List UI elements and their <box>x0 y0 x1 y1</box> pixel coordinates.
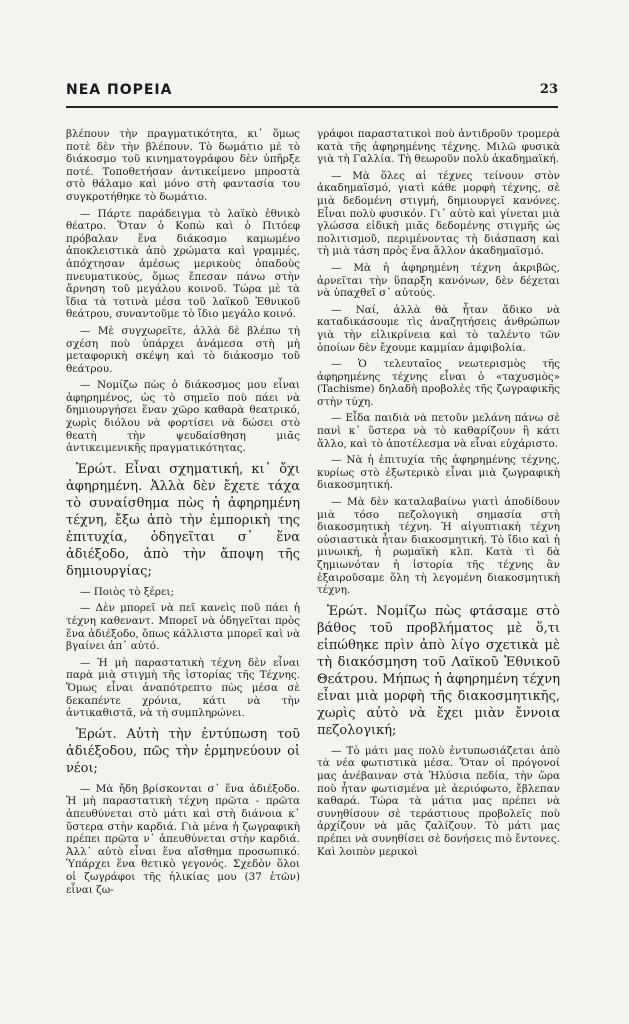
body-paragraph: — Μὰ ὅλες αἱ τέχνες τείνουν στὸν ἀκαδημαϊσμό, γιατὶ κάθε μορφὴ τέχνης, σὲ μιὰ δεδομένη στιγμή, δημιουργεῖ κανόνες. Εἶναι πολὺ φυσικόν. Γι᾽ αὐτὸ καὶ γίνεται μιὰ γλώσσα εἰδικὴ μιᾶς δεδομένης στιγμῆς ὡς πολιτισμοῦ, περιμένοντας τὴ διάσπαση καὶ τὴ μιὰ τάση πρὸς ἕνα ἄλλον ἀκαδημαϊσμό. <box>317 169 560 258</box>
body-paragraph: — Ὁ τελευταῖος νεωτερισμὸς τῆς ἀφηρημένης τέχνης εἶναι ὁ «ταχυσμὸς» (Tachisme) δηλαδὴ προβολὲς τῆς ζωγραφικῆς στὴν τύχη. <box>317 358 560 408</box>
question-paragraph: Ἐρώτ. Αὐτὴ τὴν ἐντύπωση τοῦ ἀδιέξοδου, πῶς τὴν ἑρμηνεύουν οἱ νέοι; <box>66 726 300 776</box>
body-paragraph: — Μὲ συγχωρεῖτε, ἀλλὰ δὲ βλέπω τὴ σχέση ποὺ ὑπάρχει ἀνάμεσα στὴ μὴ μεταφορικὴ σκέψη καὶ τὸ διάκοσμο τοῦ θεάτρου. <box>66 324 300 375</box>
body-paragraph: — Μὰ ἡ ἀφηρημένη τέχνη ἀκριβῶς, ἀρνεῖται τὴν ὕπαρξη κανόνων, δὲν δέχεται νὰ ὑπαχθεῖ σ᾽ αὐτούς. <box>317 261 560 300</box>
journal-title: ΝΕΑ ΠΟΡΕΙΑ <box>66 82 173 98</box>
question-paragraph: Ἐρώτ. Εἶναι σχηματική, κι᾽ ὄχι ἀφηρημένη. Ἀλλὰ δὲν ἔχετε τάχα τὸ συναίσθημα πὼς ἡ ἀφηρημένη τέχνη, ἔξω ἀπὸ τὴν ἐμπορικὴ της ἐπιτυχία, ὁδηγεῖται σ᾽ ἕνα ἀδιέξοδο, ἀπὸ τὴν ἄποψη τῆς δημιουργίας; <box>66 461 300 579</box>
body-paragraph: γράφοι παραστατικοὶ ποὺ ἀντιδροῦν τρομερὰ κατὰ τῆς ἀφηρημένης τέχνης. Μιλῶ φυσικὰ γιὰ τὴ Γαλλία. Τὴ θεωροῦν πολὺ ἀκαδημαϊκή. <box>317 128 560 166</box>
body-paragraph: — Τὸ μάτι μας πολὺ ἐντυπωσιάζεται ἀπὸ τὰ νέα φωτιστικὰ μέσα. Ὅταν οἱ πρόγονοί μας ἀνέβαιναν στὰ Ἠλύσια πεδία, τὴν ὥρα ποὺ ἦταν φωτισμένα μὲ ἀεριόφωτο, ἔβλεπαν καθαρά. Τώρα τὰ μάτια μας πρέπει νὰ συνηθίσουν σὲ τεράστιους προβολεῖς ποὺ ἀρχίζουν νὰ μᾶς ζαλίζουν. Τὸ μάτι μας πρέπει νὰ συνηθίσει σὲ δονήσεις πιὸ ἔντονες. Καὶ λοιπὸν μερικοὶ <box>317 744 560 858</box>
body-paragraph: — Νὰ ἡ ἐπιτυχία τῆς ἀφηρημένης τέχνης, κυρίως στὸ ἐξωτερικὸ εἶναι μιὰ ζωγραφικὴ διακοσμητική. <box>317 454 560 492</box>
body-paragraph: — Ναί, ἀλλὰ θὰ ἦταν ἄδικο νὰ καταδικάσουμε τὶς ἀναζητήσεις ἀνθρώπων γιὰ τὴν εἰλικρίνεια καὶ τὸ ταλέντο τῶν ὁποίων δὲν ἔχουμε καμμίαν ἀμφιβολία. <box>317 303 560 354</box>
question-paragraph: Ἐρώτ. Νομίζω πὼς φτάσαμε στὸ βάθος τοῦ προβλήματος μὲ ὅ,τι εἰπώθηκε πρὶν ἀπὸ λίγο σχετικὰ μὲ τὴ διακόσμηση τοῦ Λαϊκοῦ Ἐθνικοῦ Θεάτρου. Μήπως ἡ ἀφηρημένη τέχνη εἶναι μιὰ μορφὴ τῆς διακοσμητικῆς, χωρὶς αὐτὸ νὰ ἔχει μιὰν ἔννοια πεζολογική; <box>317 603 560 738</box>
body-paragraph: — Μὰ ἤδη βρίσκονται σ᾽ ἕνα ἀδιέξοδο. Ἡ μὴ παραστατικὴ τέχνη πρῶτα - πρῶτα ἀπευθύνεται στὸ μάτι καὶ στὴ διάνοια κ᾽ ὕστερα στὴν καρδιά. Γιὰ μένα ἡ ζωγραφικὴ πρέπει πρῶτα ν᾽ ἀπευθύνεται στὴν καρδιά. Ἀλλ᾽ αὐτὸ εἶναι ἕνα αἴσθημα προσωπικό. Ὑπάρχει ἕνα θετικὸ γεγονός. Σχεδὸν ὅλοι οἱ ζωγράφοι τῆς ἡλικίας μου (37 ἐτῶν) εἶναι ζω- <box>66 782 300 896</box>
right-column <box>317 128 560 862</box>
body-paragraph: βλέπουν τὴν πραγματικότητα, κι᾽ ὅμως ποτὲ δὲν τὴν βλέπουν. Τὸ δωμάτιο μὲ τὸ διάκοσμο τοῦ κινηματογράφου δὲν ὑπῆρξε ποτέ. Τοποθετήσαν ἀντικείμενο μπροστὰ στὸ θάλαμο καὶ μόνο στὴ φαντασία του συγκροτήθηκε τὸ δωμάτιο. <box>66 128 300 203</box>
body-paragraph: — Ἡ μὴ παραστατικὴ τέχνη δὲν εἶναι παρὰ μιὰ στιγμὴ τῆς ἱστορίας τῆς Τέχνης. Ὅμως εἶναι ἀναπότρεπτο πὼς μέσα σὲ δεκαπέντε χρόνια, κάτι νὰ τὴν ἀντικαθιστᾶ, νὰ τὴ συμπληρώνει. <box>66 656 300 720</box>
page-number: 23 <box>539 82 558 97</box>
left-column <box>66 128 300 900</box>
body-paragraph: — Νομίζω πὼς ὁ διάκοσμος μου εἶναι ἀφηρημένος, ὡς τὸ σημεῖο ποὺ πάει νὰ δημιουργήσει ἕναν χῶρο καθαρὰ θεατρικό, χωρὶς διόλου νὰ φορτίσει νὰ δώσει στὸ θεατὴ τὴν ψευδαίσθηση μιᾶς ἀντικειμενικῆς πραγματικότητας. <box>66 379 300 455</box>
body-paragraph: — Εἶδα παιδιὰ νὰ πετοῦν μελάνη πάνω σὲ πανὶ κ᾽ ὕστερα νὰ τὸ καθαρίζουν ἢ κάτι ἄλλο, καὶ τὸ ἀποτέλεσμα νὰ εἶναι εὐχάριστο. <box>317 412 560 450</box>
body-paragraph: — Ποιὸς τὸ ξέρει; <box>80 585 174 598</box>
header-rule <box>66 106 558 108</box>
body-paragraph: — Πάρτε παράδειγμα τὸ λαϊκὸ ἐθνικὸ θέατρο. Ὅταν ὁ Κοπὼ καὶ ὁ Πιτόεφ πρόβαλαν ἕνα διάκοσμο καμωμένο ἀποκλειστικὰ ἀπὸ χρώματα καὶ γραμμές, ἀπόχτησαν ἀμέσως μερικοὺς ὀπαδοὺς πνευματικούς, ὅμως ἔπεσαν πάνω στὴν ἄρνηση τοῦ μεγάλου κοινοῦ. Τώρα μὲ τὰ ἴδια τὰ τοτινὰ μέσα τοῦ λαϊκοῦ Ἐθνικοῦ θεάτρου, συναντοῦμε τὸ ἴδιο μεγάλο κοινό. <box>66 207 300 321</box>
body-paragraph: — Μὰ δὲν καταλαβαίνω γιατὶ ἀποδίδουν μιὰ τόσο πεζολογικὴ σημασία στὴ διακοσμητικὴ τέχνη. Ἡ αἰγυπτιακὴ τέχνη οὐσιαστικὰ ἦταν διακοσμητική. Τὸ ἴδιο καὶ ἡ μινωική, ἡ ρωμαϊκὴ κλπ. Κατὰ τὶ δὰ ζημιωνόταν ἡ ἱστορία τῆς τέχνης ἂν ἐξαιροῦσαμε ὅλη τὴ λεγομένη διακοσμητικὴ τέχνη. <box>317 496 560 597</box>
body-paragraph: — Δὲν μπορεῖ νὰ πεῖ κανεὶς ποῦ πάει ἡ τέχνη καθεναντ. Μπορεῖ νὰ ὁδηγεῖται πρὸς ἕνα ἀδιέξοδο, ὅπως κάλλιστα μπορεῖ καὶ νὰ βγαίνει ἀπ᾽ αὐτό. <box>66 602 300 653</box>
page-header <box>66 82 558 104</box>
